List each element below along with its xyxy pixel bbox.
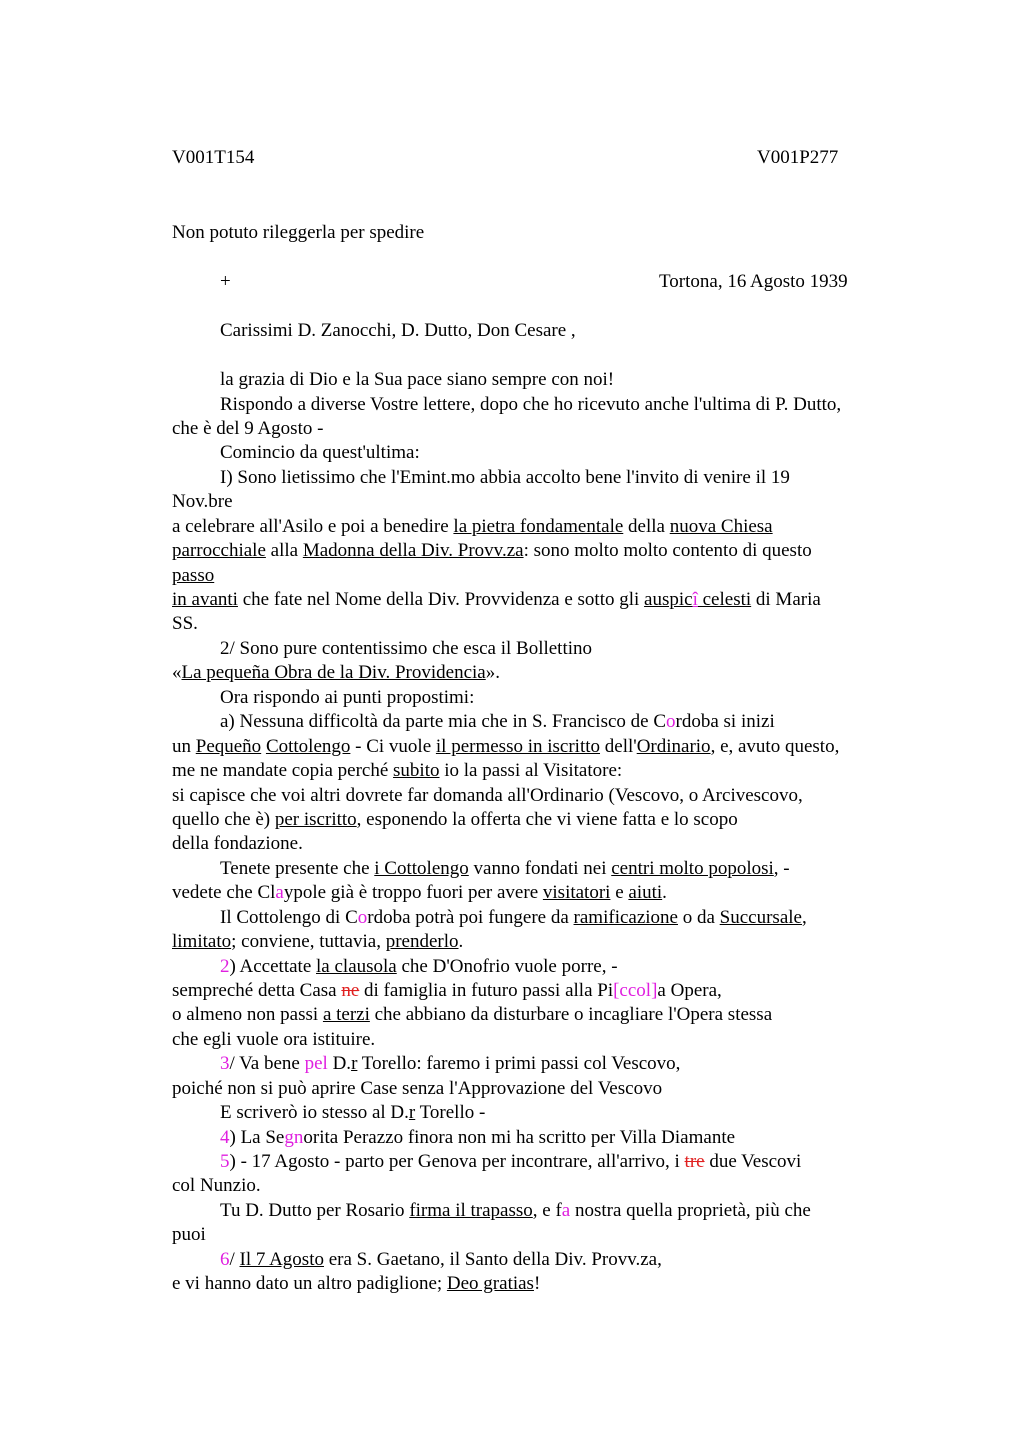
deleted-text: ne — [341, 980, 360, 1001]
body-line: puoi — [172, 1224, 206, 1245]
body-line — [172, 881, 667, 905]
annotated-text: 5 — [220, 1151, 230, 1172]
body-line — [220, 1101, 485, 1125]
body-line — [172, 1003, 772, 1027]
text-run: due Vescovi — [704, 1151, 802, 1172]
text-run: Il Cottolengo di C — [220, 907, 358, 928]
underlined-text: nuova Chiesa — [669, 516, 773, 537]
body-line: Comincio da quest'ultima: — [220, 442, 420, 463]
text-run: ypole già è troppo fuori per avere — [283, 882, 543, 903]
body-line — [220, 1150, 801, 1174]
underlined-text: centri molto popolosi — [611, 858, 774, 879]
annotated-text: pel — [304, 1053, 328, 1074]
underlined-text: auspic — [644, 589, 693, 610]
body-line — [172, 979, 722, 1003]
annotated-text: [ccol] — [613, 980, 658, 1001]
text-run: ) La Se — [229, 1127, 285, 1148]
text-run: o da — [677, 907, 720, 928]
underlined-text: la clausola — [316, 956, 397, 977]
text-run: ) Accettate — [229, 956, 317, 977]
text-run: - Ci vuole — [350, 736, 436, 757]
underlined-text: aiuti — [628, 882, 663, 903]
underlined-text: firma il trapasso — [409, 1200, 533, 1221]
text-run: sempreché detta Casa — [172, 980, 342, 1001]
text-run: Torello: faremo i primi passi col Vescovo, — [357, 1053, 681, 1074]
body-line — [220, 955, 618, 979]
annotated-text: a — [561, 1200, 571, 1221]
text-run: vanno fondati nei — [468, 858, 612, 879]
body-line: la grazia di Dio e la Sua pace siano sempre con noi! — [220, 369, 615, 390]
annotated-text: 6 — [220, 1249, 230, 1270]
text-run: Tu D. Dutto per Rosario — [220, 1200, 410, 1221]
text-run: a Opera, — [657, 980, 722, 1001]
body-line: poiché non si può aprire Case senza l'Approvazione del Vescovo — [172, 1078, 663, 1099]
text-run: era S. Gaetano, il Santo della Div. Provv.za, — [323, 1249, 662, 1270]
body-line — [172, 588, 821, 612]
text-run: vedete che Cl — [172, 882, 276, 903]
text-run: che D'Onofrio vuole porre, - — [396, 956, 618, 977]
body-line — [172, 661, 500, 685]
underlined-text: la pietra fondamentale — [453, 516, 624, 537]
text-run: di Maria — [751, 589, 821, 610]
underlined-text: parrocchiale — [172, 540, 266, 561]
underlined-text: prenderlo — [385, 931, 459, 952]
text-run: un — [172, 736, 196, 757]
annotated-text: 4 — [220, 1127, 230, 1148]
body-line — [172, 539, 812, 563]
underlined-text: limitato — [172, 931, 232, 952]
body-line — [220, 1126, 735, 1150]
underlined-text: r — [408, 1102, 416, 1123]
text-run: / — [229, 1249, 240, 1270]
body-line — [172, 930, 463, 954]
text-run: Tenete presente che — [220, 858, 375, 879]
cross-mark: + — [220, 271, 231, 292]
text-run: quello che è) — [172, 809, 275, 830]
text-run: . — [662, 882, 667, 903]
annotated-text: o — [357, 907, 368, 928]
header-left-code: V001T154 — [172, 147, 255, 168]
text-run: E scriverò io stesso al D. — [220, 1102, 409, 1123]
body-line — [220, 857, 790, 881]
underlined-text: La pequeña Obra de la Div. Providencia — [181, 662, 486, 683]
annotated-text: î — [692, 589, 698, 610]
annotated-text: 2 — [220, 956, 230, 977]
underlined-text: Ordinario — [636, 736, 711, 757]
underlined-text: Madonna della Div. Provv.za — [302, 540, 524, 561]
underlined-text: Il 7 Agosto — [239, 1249, 324, 1270]
text-run: o almeno non passi — [172, 1004, 323, 1025]
text-run: della — [623, 516, 670, 537]
salutation: Carissimi D. Zanocchi, D. Dutto, Don Cesare , — [220, 320, 576, 341]
underlined-text: il permesso in iscritto — [435, 736, 601, 757]
body-line — [172, 735, 839, 759]
text-run: , — [801, 907, 807, 928]
body-line — [172, 1272, 540, 1296]
text-run: D. — [327, 1053, 352, 1074]
body-line: che è del 9 Agosto - — [172, 418, 324, 439]
body-line: col Nunzio. — [172, 1175, 261, 1196]
underlined-text: in avanti — [172, 589, 238, 610]
text-run: che abbiano da disturbare o incagliare l'Opera stessa — [369, 1004, 773, 1025]
deleted-text: tre — [684, 1151, 705, 1172]
underlined-text: subito — [393, 760, 440, 781]
text-run: io la passi al Visitatore: — [439, 760, 623, 781]
body-line: si capisce che voi altri dovrete far domanda all'Ordinario (Vescovo, o Arcivescovo, — [172, 785, 803, 806]
text-run: , - — [773, 858, 790, 879]
body-line — [220, 710, 775, 734]
underlined-text: Deo gratias — [446, 1273, 534, 1294]
place-date: Tortona, 16 Agosto 1939 — [659, 271, 848, 292]
underlined-text: celesti — [697, 589, 752, 610]
underlined-text: ramificazione — [573, 907, 678, 928]
underlined-text: a terzi — [322, 1004, 370, 1025]
text-run: , e, avuto questo, — [710, 736, 840, 757]
text-run: rdoba si inizi — [675, 711, 775, 732]
text-run: a celebrare all'Asilo e poi a benedire — [172, 516, 454, 537]
text-run: rdoba potrà poi fungere da — [367, 907, 574, 928]
body-line — [220, 1199, 811, 1223]
text-run: orita Perazzo finora non mi ha scritto per Villa Diamante — [303, 1127, 736, 1148]
underlined-text: passo — [172, 565, 215, 586]
body-line: della fondazione. — [172, 833, 303, 854]
text-run: e vi hanno dato un altro padiglione; — [172, 1273, 447, 1294]
annotated-text: a — [275, 882, 284, 903]
text-run: ! — [533, 1273, 541, 1294]
annotated-text: gn — [284, 1127, 304, 1148]
text-run: « — [172, 662, 182, 683]
text-run: ». — [485, 662, 500, 683]
underlined-text: Cottolengo — [265, 736, 351, 757]
body-line — [172, 808, 738, 832]
body-line — [172, 564, 214, 588]
text-run: alla — [265, 540, 303, 561]
body-line — [220, 1248, 662, 1272]
text-run: nostra quella proprietà, più che — [570, 1200, 811, 1221]
text-run: di famiglia in futuro passi alla Pi — [359, 980, 614, 1001]
body-line — [172, 759, 622, 783]
text-run: . — [458, 931, 464, 952]
body-line — [220, 1052, 680, 1076]
text-run: , e f — [532, 1200, 562, 1221]
body-line: che egli vuole ora istituire. — [172, 1029, 376, 1050]
body-line — [220, 906, 807, 930]
text-run: : sono molto molto contento di questo — [523, 540, 812, 561]
text-run: a) Nessuna difficoltà da parte mia che in S. Francisco de C — [220, 711, 667, 732]
body-line: Ora rispondo ai punti propostimi: — [220, 687, 475, 708]
body-line — [172, 515, 773, 539]
underlined-text: visitatori — [542, 882, 611, 903]
underlined-text: i Cottolengo — [374, 858, 469, 879]
body-line: SS. — [172, 613, 198, 634]
annotated-text: o — [666, 711, 676, 732]
text-run: dell' — [600, 736, 637, 757]
text-run: me ne mandate copia perché — [172, 760, 394, 781]
annotated-text: 3 — [220, 1053, 230, 1074]
body-line: I) Sono lietissimo che l'Emint.mo abbia accolto bene l'invito di venire il 19 — [220, 467, 790, 488]
text-run: ; conviene, tuttavia, — [231, 931, 386, 952]
underlined-text: Pequeño — [195, 736, 262, 757]
text-run: ) - 17 Agosto - parto per Genova per incontrare, all'arrivo, i — [229, 1151, 685, 1172]
body-line: 2/ Sono pure contentissimo che esca il Bollettino — [220, 638, 593, 659]
body-line: Rispondo a diverse Vostre lettere, dopo che ho ricevuto anche l'ultima di P. Dutto, — [220, 394, 842, 415]
text-run: che fate nel Nome della Div. Provvidenza e sotto gli — [237, 589, 645, 610]
text-run: e — [610, 882, 629, 903]
text-run: , esponendo la offerta che vi viene fatta e lo scopo — [356, 809, 738, 830]
body-line: Nov.bre — [172, 491, 233, 512]
underlined-text: r — [351, 1053, 358, 1074]
underlined-text: per iscritto — [274, 809, 357, 830]
text-run: / Va bene — [229, 1053, 305, 1074]
text-run: Torello - — [415, 1102, 486, 1123]
note-line: Non potuto rileggerla per spedire — [172, 222, 425, 243]
header-right-code: V001P277 — [757, 147, 839, 168]
underlined-text: Succursale — [719, 907, 802, 928]
